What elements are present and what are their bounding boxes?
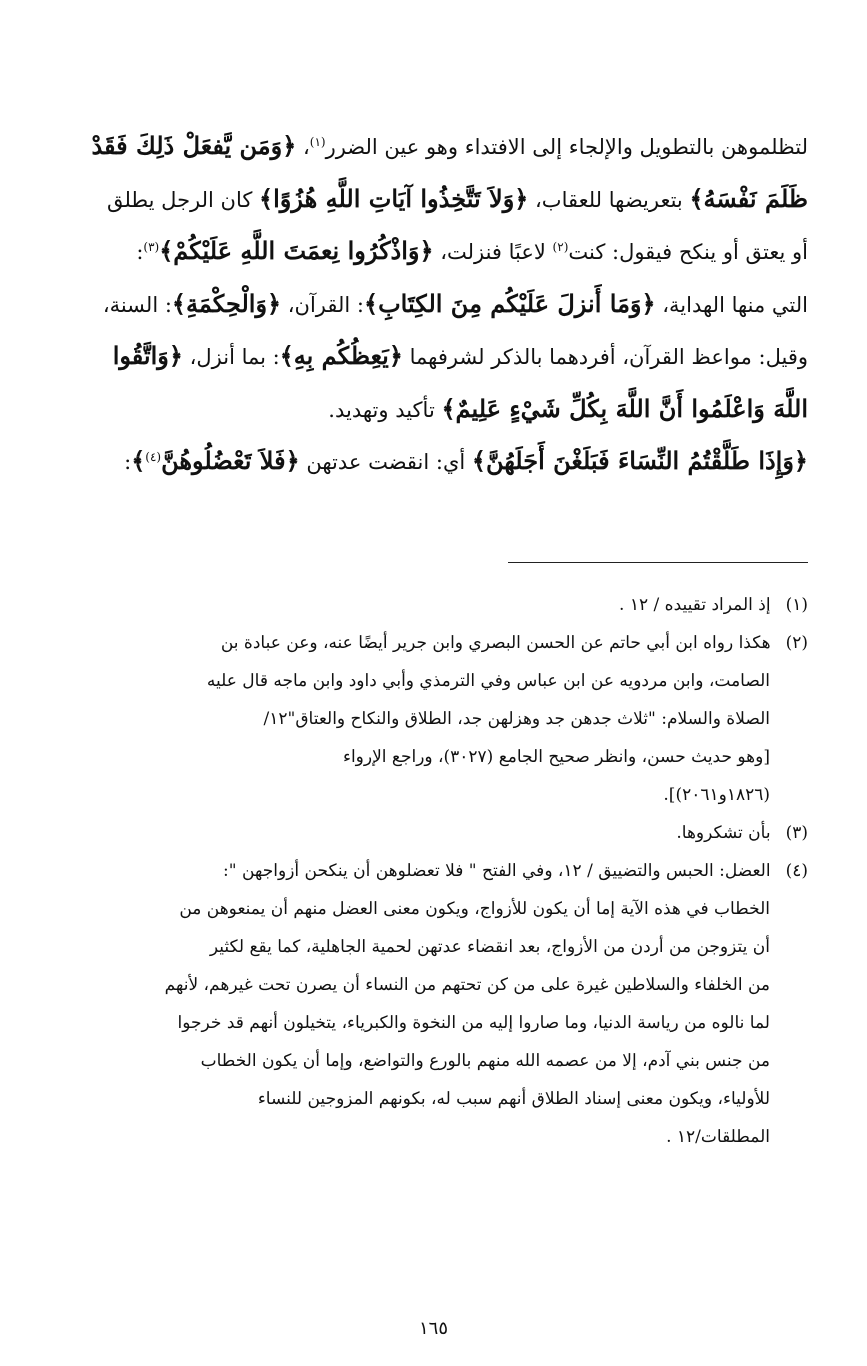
text-run: كان الرجل يطلق <box>106 187 260 212</box>
footnote-ref: (٤) <box>145 450 162 464</box>
main-text <box>70 120 808 488</box>
text-run: بتعريضها للعقاب، <box>528 187 690 212</box>
footnote-2 <box>70 624 808 662</box>
quran-verse: ﴿وَلاَ تَتَّخِذُوا آيَاتِ اللَّهِ هُزُوًا﴾ <box>259 183 529 213</box>
footnote-text: الصلاة والسلام: "ثلاث جدهن جد وهزلهن جد، الطلاق والنكاح والعتاق"١٢/ <box>263 709 770 729</box>
footnote-number: (٢) <box>785 633 808 653</box>
footnote-ref: (٢) <box>552 240 569 254</box>
text-run: لاعبًا فنزلت، <box>433 240 553 264</box>
main-line-7 <box>70 435 808 488</box>
quran-verse: ﴿وَمَا أَنزلَ عَلَيْكُم مِنَ الكِتَابِ﴾ <box>364 288 656 318</box>
main-line-2 <box>70 173 808 226</box>
text-run: : السنة، <box>102 292 172 317</box>
main-line-6 <box>70 383 808 436</box>
main-line-4 <box>70 278 808 331</box>
quran-verse: ﴿يَعِظُكُم بِهِ﴾ <box>279 341 403 370</box>
text-run: تأكيد وتهديد. <box>328 397 442 422</box>
quran-verse: ظَلَمَ نَفْسَهُ﴾ <box>689 183 808 213</box>
footnote-text: بأن تشكروها. <box>676 823 771 843</box>
text-run: وقيل: مواعظ القرآن، أفردهما بالذكر لشرفهما <box>402 345 808 369</box>
footnote-number: (٤) <box>785 861 808 881</box>
quran-verse: ﴿وَاذْكُرُوا نِعمَتَ اللَّهِ عَلَيْكُمْ﴾ <box>159 236 434 265</box>
quran-verse: ﴿فَلاَ تَعْضُلُوهُنَّ <box>161 446 300 475</box>
text-run: : <box>124 450 132 474</box>
footnote-number: (١) <box>785 595 808 615</box>
footnote-text: من جنس بني آدم، إلا من عصمه الله منهم بالورع والتواضع، وإما أن يكون الخطاب <box>200 1051 770 1071</box>
footnote-text: لما نالوه من رياسة الدنيا، وما صاروا إليه من النخوة والكبرياء، يتخيلون أنهم قد خرجوا <box>177 1013 770 1033</box>
quran-verse: ﴿وَمَن يَّفعَلْ ذَلِكَ فَقَدْ <box>91 131 297 160</box>
footnote-text: الخطاب في هذه الآية إما أن يكون للأزواج، ويكون معنى العضل منهم أن يمنعوهن من <box>179 899 770 919</box>
footnote-text: (١٨٢٦و٢٠٦١)]. <box>663 785 770 805</box>
footnote-text: من الخلفاء والسلاطين غيرة على من كن تحتهم من النساء أن يصرن تحت غيرهم، لأنهم <box>164 975 770 995</box>
footnote-ref: (١) <box>309 135 326 149</box>
main-line-5 <box>70 330 808 383</box>
text-run: : <box>136 240 144 264</box>
text-run: أي: انقضت عدتهن <box>299 450 472 474</box>
text-run: : بما أنزل، <box>182 345 280 369</box>
page-number: ١٦٥ <box>418 1318 448 1339</box>
footnote-ref: (٣) <box>143 240 160 254</box>
text-run: أو يعتق أو ينكح فيقول: كنت <box>568 240 808 264</box>
quran-verse: ﴿وَإِذَا طَلَّقْتُمُ النِّسَاءَ فَبَلَغْنَ أَجَلَهُنَّ﴾ <box>471 446 808 475</box>
text-run: التي منها الهداية، <box>655 292 808 317</box>
footnote-text: العضل: الحبس والتضييق / ١٢، وفي الفتح " فلا تعضلوهن أن ينكحن أزواجهن ": <box>223 861 771 881</box>
quran-verse: ﴿وَاتَّقُوا <box>112 341 183 370</box>
footnote-text: المطلقات/١٢ . <box>666 1127 770 1147</box>
text-run: : القرآن، <box>281 292 364 317</box>
footnote-3 <box>70 814 808 852</box>
text-run: ، <box>296 135 310 159</box>
footnote-text: الصامت، وابن مردويه عن ابن عباس وفي الترمذي وأبي داود وابن ماجه قال عليه <box>206 671 770 691</box>
footnote-4 <box>70 852 808 890</box>
footnote-1 <box>70 586 808 624</box>
quran-verse: ﴿وَالْحِكْمَةِ﴾ <box>171 288 282 318</box>
quran-verse: ﴾ <box>131 446 146 475</box>
footnote-text: إذ المراد تقييده / ١٢ . <box>619 595 771 615</box>
footnote-text: [وهو حديث حسن، وانظر صحيح الجامع (٣٠٢٧)، وراجع الإرواء <box>342 747 770 767</box>
footnote-text: هكذا رواه ابن أبي حاتم عن الحسن البصري وابن جرير أيضًا عنه، وعن عبادة بن <box>220 633 771 653</box>
footnote-separator <box>508 562 808 563</box>
footnote-number: (٣) <box>785 823 808 843</box>
footnote-text: أن يتزوجن من أردن من الأزواج، بعد انقضاء عدتهن لحمية الجاهلية، كما يقع لكثير <box>209 937 770 957</box>
text-run: لتظلموهن بالتطويل والإلجاء إلى الافتداء وهو عين الضرر <box>325 135 808 159</box>
quran-verse: اللَّهَ وَاعْلَمُوا أَنَّ اللَّهَ بِكُلِّ شَيْءٍ عَلِيمٌ﴾ <box>441 393 808 423</box>
footnote-text: للأولياء، ويكون معنى إسناد الطلاق أنهم سبب له، بكونهم المزوجين للنساء <box>257 1089 770 1109</box>
main-line-3 <box>70 225 808 278</box>
main-line-1 <box>70 120 808 173</box>
footnotes <box>70 586 808 1156</box>
